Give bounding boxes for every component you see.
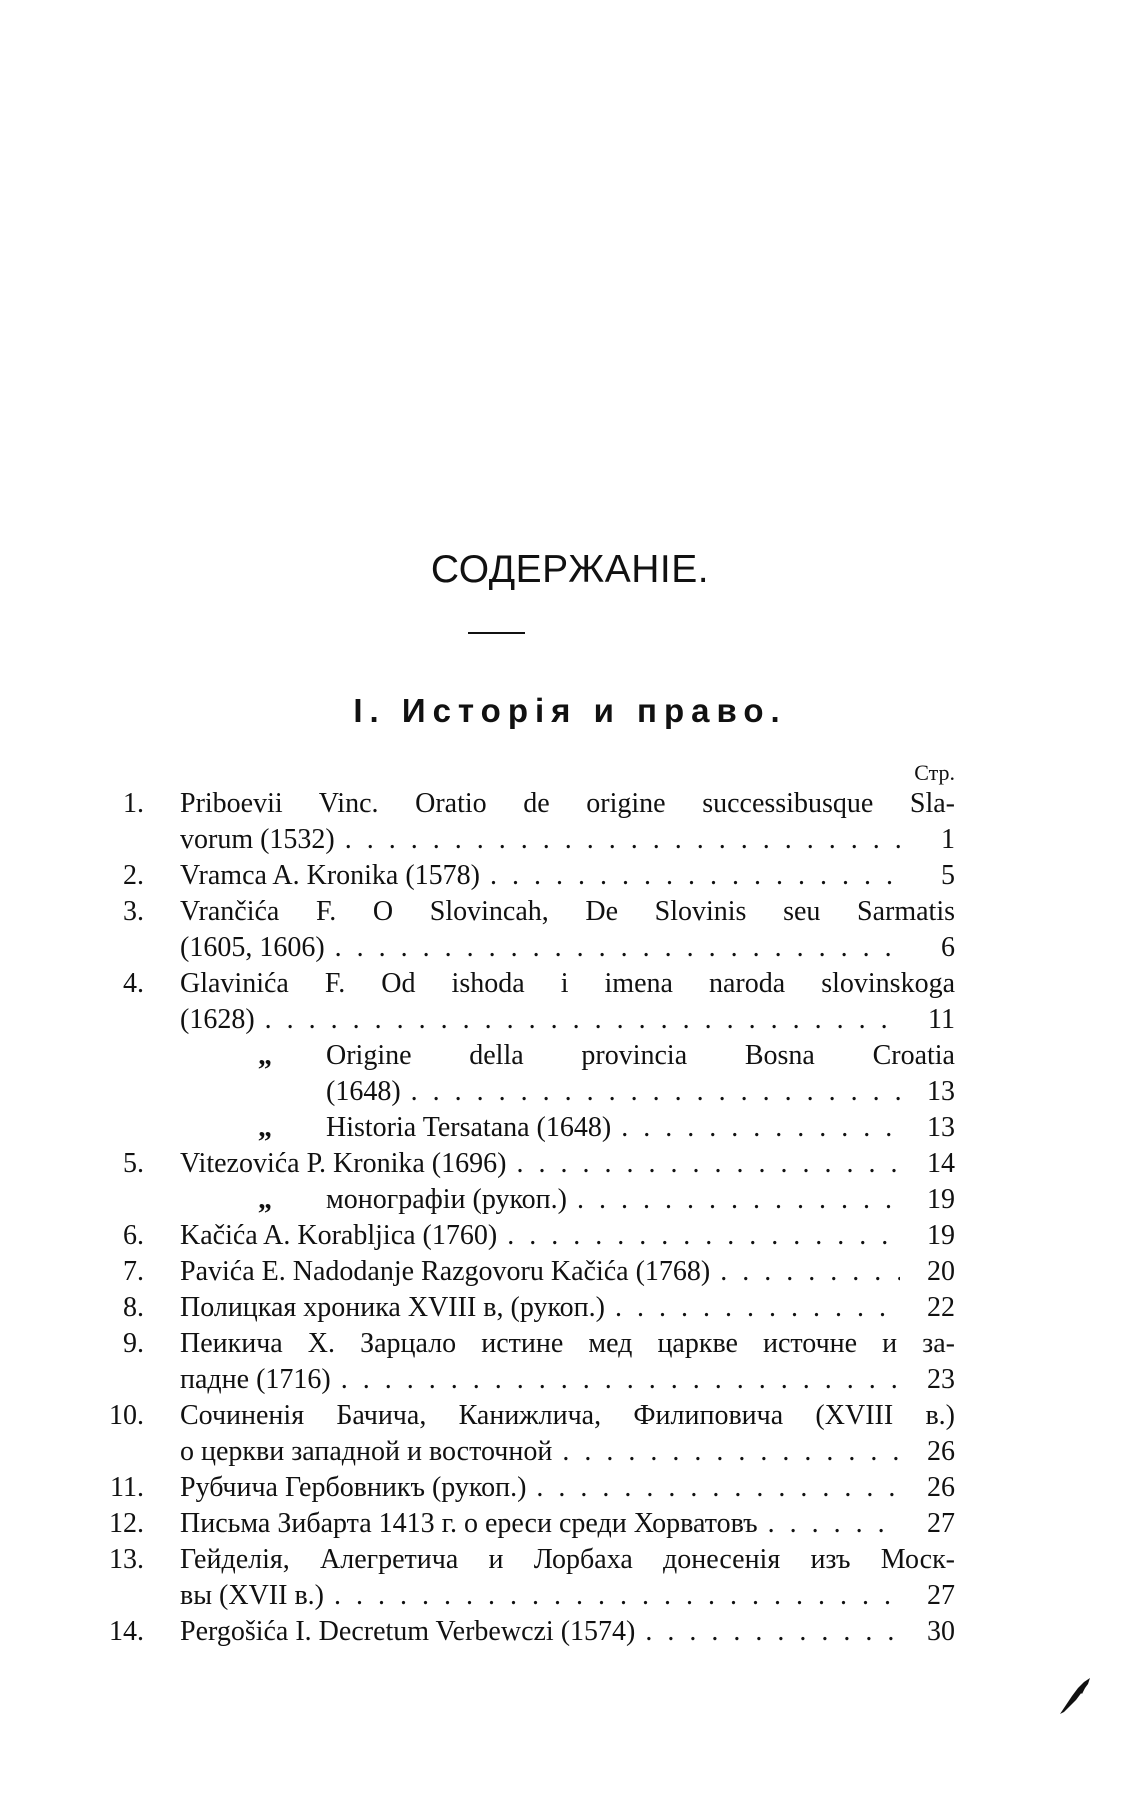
entry-page-number: 27 xyxy=(927,1508,955,1539)
entry-title-text: о церкви западной и восточной xyxy=(180,1436,553,1467)
dot-leader xyxy=(331,1362,900,1398)
entry-title-text: Pavića E. Nadodanje Razgovoru Kačića (1768) xyxy=(180,1256,711,1287)
entry-title xyxy=(180,1434,900,1470)
entry-number: 3. xyxy=(123,896,144,927)
section-title: Исторія и право. xyxy=(401,692,787,729)
toc-entry-line xyxy=(0,1218,1140,1254)
entry-number: 5. xyxy=(123,1148,144,1179)
entry-page-number: 19 xyxy=(927,1220,955,1251)
entry-title-line: Priboevii Vinc. Oratio de origine successibusque Sla- xyxy=(180,788,955,819)
toc-entry-line xyxy=(0,1326,1140,1362)
dot-leader xyxy=(255,1002,900,1038)
entry-title-text: Vramca A. Kronika (1578) xyxy=(180,860,481,891)
entry-page-number: 19 xyxy=(927,1184,955,1215)
entry-title-text: (1628) xyxy=(180,1004,255,1035)
entry-title-text: Kačića A. Korabljica (1760) xyxy=(180,1220,498,1251)
entry-page-number: 30 xyxy=(927,1616,955,1647)
dot-leader xyxy=(605,1290,900,1326)
toc-entry-line xyxy=(0,1038,1140,1074)
entry-number: 7. xyxy=(123,1256,144,1287)
entry-title xyxy=(180,1218,900,1254)
entry-page-number: 20 xyxy=(927,1256,955,1287)
dot-leader xyxy=(506,1146,900,1182)
toc-entry-line xyxy=(0,930,1140,966)
entry-number: 11. xyxy=(110,1472,144,1503)
toc-entry-line xyxy=(0,786,1140,822)
dot-leader xyxy=(526,1470,900,1506)
toc-entry-line xyxy=(0,1254,1140,1290)
toc-entry-line xyxy=(0,1398,1140,1434)
page-column-header: Стр. xyxy=(914,760,955,785)
entry-number: 1. xyxy=(123,788,144,819)
entry-title xyxy=(180,1002,900,1038)
entry-title xyxy=(180,1146,900,1182)
entry-title-text: Pergošića I. Decretum Verbewczi (1574) xyxy=(180,1616,636,1647)
dot-leader xyxy=(567,1182,900,1218)
entry-page-number: 26 xyxy=(927,1472,955,1503)
entry-page-number: 14 xyxy=(927,1148,955,1179)
dot-leader xyxy=(497,1218,900,1254)
dot-leader xyxy=(480,858,900,894)
entry-title xyxy=(180,1614,900,1650)
toc-entry-line xyxy=(0,1506,1140,1542)
toc-entry-line xyxy=(0,1542,1140,1578)
entry-title xyxy=(180,1470,900,1506)
dot-leader xyxy=(325,930,900,966)
entry-title-line: Пеикича Х. Зарцало истине мед царкве источне и за- xyxy=(180,1328,955,1359)
entry-title xyxy=(180,930,900,966)
entry-page-number: 27 xyxy=(927,1580,955,1611)
entry-title-text: Полицкая хроника XVIII в, (рукоп.) xyxy=(180,1292,605,1323)
entry-page-number: 13 xyxy=(927,1112,955,1143)
toc-entry-line xyxy=(0,1146,1140,1182)
entry-number: 12. xyxy=(109,1508,144,1539)
entry-title-text: vorum (1532) xyxy=(180,824,335,855)
entry-page-number: 26 xyxy=(927,1436,955,1467)
entry-page-number: 23 xyxy=(927,1364,955,1395)
toc-entry-line xyxy=(0,1470,1140,1506)
entry-title-text: падне (1716) xyxy=(180,1364,331,1395)
toc-entry-line xyxy=(0,966,1140,1002)
toc-entry-line xyxy=(0,1362,1140,1398)
entry-title xyxy=(326,1110,900,1146)
entry-title xyxy=(180,1506,900,1542)
entry-number: 14. xyxy=(109,1616,144,1647)
entry-title xyxy=(180,1362,900,1398)
dot-leader xyxy=(324,1578,900,1614)
section-number: I. xyxy=(353,692,386,729)
toc-entry-line xyxy=(0,1614,1140,1650)
dot-leader xyxy=(635,1614,900,1650)
toc-entry-line xyxy=(0,1110,1140,1146)
entry-title-text: вы (XVII в.) xyxy=(180,1580,324,1611)
ditto-mark: „ xyxy=(258,1040,272,1071)
toc-entry-line xyxy=(0,1578,1140,1614)
entry-title-line: Vrančića F. O Slovincah, De Slovinis seu Sarmatis xyxy=(180,896,955,927)
entry-page-number: 22 xyxy=(927,1292,955,1323)
dot-leader xyxy=(552,1434,900,1470)
entry-title xyxy=(326,1074,900,1110)
toc-entry-line xyxy=(0,1002,1140,1038)
entry-number: 4. xyxy=(123,968,144,999)
toc-entry-line xyxy=(0,1074,1140,1110)
entry-page-number: 6 xyxy=(941,932,955,963)
dot-leader xyxy=(710,1254,900,1290)
toc-entry-line xyxy=(0,894,1140,930)
ditto-mark: „ xyxy=(258,1112,272,1143)
ditto-mark: „ xyxy=(258,1184,272,1215)
entry-number: 2. xyxy=(123,860,144,891)
ink-mark-icon xyxy=(1058,1676,1092,1716)
entry-title-line: Сочиненія Бачича, Канижлича, Филиповича (XVIII в.) xyxy=(180,1400,955,1431)
entry-number: 8. xyxy=(123,1292,144,1323)
entry-title xyxy=(180,1578,900,1614)
dot-leader xyxy=(758,1506,900,1542)
entry-title-text: (1605, 1606) xyxy=(180,932,325,963)
entry-title-line: Glavinića F. Od ishoda i imena naroda slovinskoga xyxy=(180,968,955,999)
toc-entry-line xyxy=(0,1290,1140,1326)
entry-title xyxy=(180,822,900,858)
entry-title-text: Рубчича Гербовникъ (рукоп.) xyxy=(180,1472,527,1503)
entry-number: 6. xyxy=(123,1220,144,1251)
toc-entry-line xyxy=(0,822,1140,858)
entry-title-text: монографіи (рукоп.) xyxy=(326,1184,567,1215)
entry-number: 9. xyxy=(123,1328,144,1359)
section-heading xyxy=(0,692,1140,730)
entry-title xyxy=(326,1182,900,1218)
entry-page-number: 11 xyxy=(928,1004,955,1035)
entry-title-text: Vitezovića P. Kronika (1696) xyxy=(180,1148,507,1179)
entry-page-number: 5 xyxy=(941,860,955,891)
entry-number: 13. xyxy=(109,1544,144,1575)
entry-page-number: 13 xyxy=(927,1076,955,1107)
entry-title xyxy=(180,858,900,894)
dot-leader xyxy=(401,1074,900,1110)
entry-title xyxy=(180,1290,900,1326)
entry-number: 10. xyxy=(109,1400,144,1431)
entry-title xyxy=(180,1254,900,1290)
entry-title-line: Origine della provincia Bosna Croatia xyxy=(326,1040,955,1071)
toc-entry-line xyxy=(0,1182,1140,1218)
toc-entry-line xyxy=(0,858,1140,894)
page-title: СОДЕРЖАНІЕ. xyxy=(430,548,710,591)
entry-title-line: Гейделія, Алегретича и Лорбаха донесенія изъ Моск- xyxy=(180,1544,955,1575)
entry-page-number: 1 xyxy=(941,824,955,855)
dot-leader xyxy=(611,1110,900,1146)
entry-title-text: (1648) xyxy=(326,1076,401,1107)
dot-leader xyxy=(335,822,900,858)
entry-title-text: Historia Tersatana (1648) xyxy=(326,1112,612,1143)
title-rule xyxy=(468,632,525,634)
toc-entry-line xyxy=(0,1434,1140,1470)
entry-title-text: Письма Зибарта 1413 г. о ереси среди Хорватовъ xyxy=(180,1508,758,1539)
